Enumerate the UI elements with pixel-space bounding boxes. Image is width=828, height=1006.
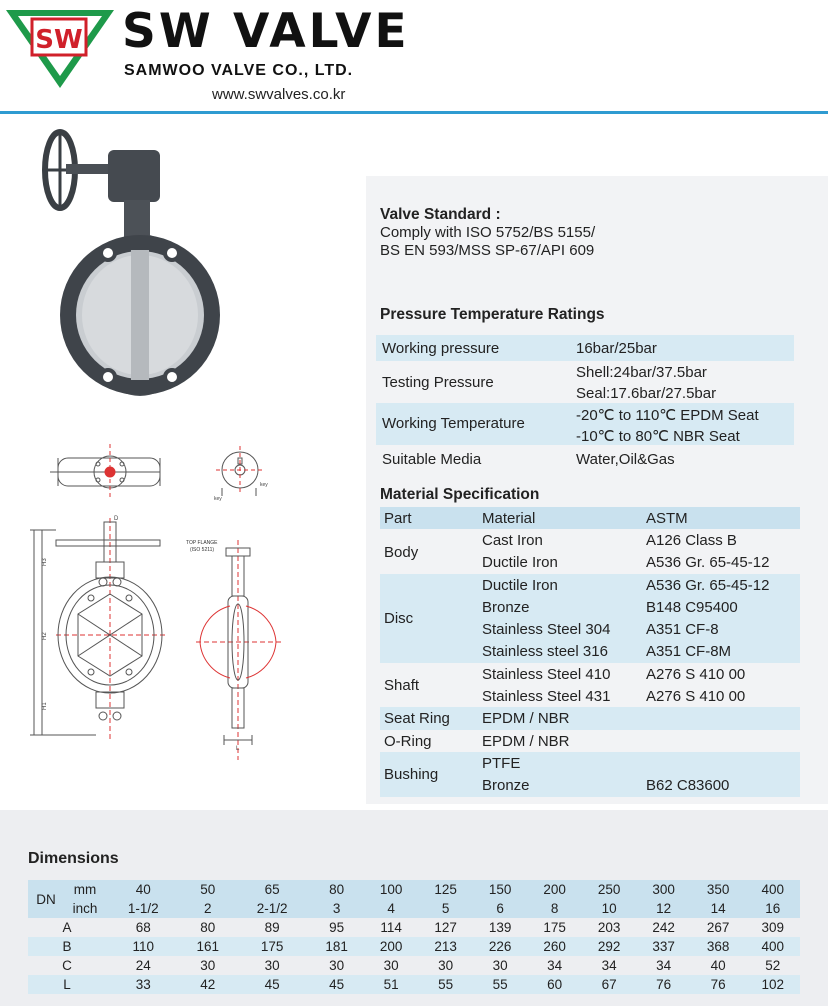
- dimensions-title: Dimensions: [28, 850, 119, 867]
- top-flange-std-label: (ISO 5211): [190, 547, 215, 553]
- material-group-band: [380, 752, 800, 797]
- material-astm: B148 C95400: [646, 599, 738, 616]
- dimension-value-cell: 213: [418, 937, 473, 956]
- material-part: Body: [384, 544, 419, 561]
- dimension-value-cell: 51: [364, 975, 419, 994]
- size-mm-cell: 300: [636, 880, 691, 899]
- dimension-value-cell: 181: [309, 937, 364, 956]
- dimension-value-cell: 30: [383, 958, 399, 973]
- key-label-2: key: [260, 482, 268, 488]
- dimension-value-cell: 45: [309, 975, 364, 994]
- pressure-value: Seal:17.6bar/27.5bar: [576, 385, 717, 402]
- material-name: Stainless Steel 410: [482, 666, 611, 683]
- dimension-value-cell: 34: [601, 958, 617, 973]
- dimension-value-cell: 30: [329, 958, 345, 973]
- pressure-value: 16bar/25bar: [576, 340, 657, 357]
- material-part: Shaft: [384, 677, 420, 694]
- valve-standard-title: Valve Standard :: [380, 206, 501, 223]
- size-inch-cell: 14: [691, 899, 746, 918]
- website-url[interactable]: www.swvalves.co.kr: [212, 86, 346, 103]
- material-astm: A536 Gr. 65-45-12: [646, 577, 770, 594]
- valve-photo: [45, 132, 220, 396]
- inch-label: inch: [64, 899, 106, 918]
- material-astm: B62 C83600: [646, 777, 730, 794]
- size-mm-cell: 80: [309, 880, 364, 899]
- valve-standard-line-1: Comply with ISO 5752/BS 5155/: [380, 224, 596, 241]
- dimension-value-cell: 226: [473, 937, 528, 956]
- dimension-label: L: [28, 975, 106, 994]
- dimension-label: C: [62, 958, 72, 973]
- size-inch-cell: 5: [418, 899, 473, 918]
- dimension-value-cell: 30: [438, 958, 454, 973]
- size-inch-cell: 4: [364, 899, 419, 918]
- dimension-value-cell: 55: [418, 975, 473, 994]
- size-mm-cell: 400: [745, 880, 800, 899]
- dim-l-label: L: [236, 746, 240, 752]
- pressure-label: Working pressure: [382, 340, 500, 357]
- dimensions-header-row: [28, 880, 800, 899]
- dimension-value-cell: 30: [264, 958, 280, 973]
- material-header-part: Part: [384, 510, 412, 527]
- material-astm: A536 Gr. 65-45-12: [646, 554, 770, 571]
- pressure-value: -10℃ to 80℃ NBR Seat: [576, 428, 740, 445]
- pressure-label: Testing Pressure: [382, 374, 494, 391]
- dn-label: DN: [28, 880, 64, 918]
- material-name: EPDM / NBR: [482, 733, 570, 750]
- dimensions-table: [28, 880, 800, 994]
- dimension-value-cell: 127: [434, 920, 457, 935]
- pressure-ratings-title: Pressure Temperature Ratings: [380, 306, 605, 323]
- company-name: SAMWOO VALVE CO., LTD.: [124, 62, 354, 79]
- dim-h3-label: H3: [42, 558, 48, 566]
- size-mm-cell: 150: [473, 880, 528, 899]
- size-inch-cell: 2-1/2: [235, 899, 309, 918]
- dimension-value-cell: 114: [380, 920, 402, 935]
- dimension-value-cell: 55: [473, 975, 528, 994]
- material-name: Ductile Iron: [482, 577, 558, 594]
- mm-label: mm: [64, 880, 106, 899]
- dim-h2-label: H2: [42, 632, 48, 640]
- dimension-label: A: [62, 920, 72, 935]
- dimension-value-cell: 34: [547, 958, 563, 973]
- size-inch-cell: 6: [473, 899, 528, 918]
- material-astm: A276 S 410 00: [646, 688, 746, 705]
- dimensions-row: [28, 956, 800, 975]
- dimension-value-cell: 242: [652, 920, 675, 935]
- material-name: Stainless Steel 431: [482, 688, 611, 705]
- size-mm-cell: 350: [691, 880, 746, 899]
- key-detail-drawing: [216, 446, 264, 496]
- dimension-value-cell: 52: [765, 958, 781, 973]
- size-inch-cell: 12: [636, 899, 691, 918]
- material-astm: A351 CF-8M: [646, 643, 732, 660]
- material-name: Stainless steel 316: [482, 643, 608, 660]
- key-label: key: [214, 496, 222, 502]
- dimensions-row: [28, 937, 800, 956]
- dimension-value-cell: 95: [329, 920, 345, 935]
- dimension-value-cell: 175: [543, 920, 566, 935]
- pressure-label: Suitable Media: [382, 451, 482, 468]
- material-name: Bronze: [482, 777, 530, 794]
- dimensions-row: [28, 975, 800, 994]
- dimension-value-cell: 161: [180, 937, 235, 956]
- material-part: Disc: [384, 610, 414, 627]
- size-mm-cell: 100: [364, 880, 419, 899]
- pressure-value: Shell:24bar/37.5bar: [576, 364, 707, 381]
- dimension-value-cell: 33: [106, 975, 180, 994]
- dimension-value-cell: 80: [200, 920, 216, 935]
- material-part: Seat Ring: [384, 710, 450, 727]
- dimension-value-cell: 309: [761, 920, 784, 935]
- material-astm: A276 S 410 00: [646, 666, 746, 683]
- size-inch-cell: 3: [309, 899, 364, 918]
- dimension-value-cell: 260: [527, 937, 582, 956]
- material-part: O-Ring: [384, 733, 432, 750]
- pressure-value: -20℃ to 110℃ EPDM Seat: [576, 407, 759, 424]
- dimension-value-cell: 42: [180, 975, 235, 994]
- dimension-value-cell: 67: [582, 975, 637, 994]
- size-mm-cell: 40: [106, 880, 180, 899]
- dimension-value-cell: 40: [710, 958, 726, 973]
- valve-standard-line-2: BS EN 593/MSS SP-67/API 609: [380, 242, 595, 259]
- dimensions-row: [28, 918, 800, 937]
- material-spec-title: Material Specification: [380, 486, 540, 503]
- dimension-value-cell: 30: [492, 958, 508, 973]
- dimension-value-cell: 45: [235, 975, 309, 994]
- dim-h1-label: H1: [42, 702, 48, 710]
- dimension-value-cell: 200: [364, 937, 419, 956]
- dimension-value-cell: 368: [691, 937, 746, 956]
- pressure-value: Water,Oil&Gas: [576, 451, 675, 468]
- sw-logo: [4, 6, 116, 90]
- dimension-value-cell: 175: [235, 937, 309, 956]
- dimension-value-cell: 89: [264, 920, 280, 935]
- dimension-label: B: [28, 937, 106, 956]
- material-name: Stainless Steel 304: [482, 621, 611, 638]
- side-view-drawing: [196, 540, 282, 760]
- material-name: Ductile Iron: [482, 554, 558, 571]
- dimension-value-cell: 76: [691, 975, 746, 994]
- size-inch-cell: 16: [745, 899, 800, 918]
- material-name: Bronze: [482, 599, 530, 616]
- dimension-value-cell: 139: [488, 920, 512, 935]
- size-inch-cell: 10: [582, 899, 637, 918]
- size-inch-cell: 1-1/2: [106, 899, 180, 918]
- material-header-astm: ASTM: [646, 510, 688, 527]
- dimension-value-cell: 68: [135, 920, 151, 935]
- dimension-value-cell: 102: [745, 975, 800, 994]
- material-header-band: [380, 507, 800, 529]
- front-view-drawing: [30, 518, 166, 740]
- dimension-value-cell: 110: [106, 937, 180, 956]
- dim-d-label: D: [114, 516, 119, 522]
- size-inch-cell: 8: [527, 899, 582, 918]
- dimension-value-cell: 24: [135, 958, 151, 973]
- material-part: Bushing: [384, 766, 439, 783]
- valve-drawings: [0, 120, 360, 810]
- dimension-value-cell: 60: [527, 975, 582, 994]
- material-astm: A126 Class B: [646, 532, 737, 549]
- size-mm-cell: 65: [235, 880, 309, 899]
- size-mm-cell: 200: [527, 880, 582, 899]
- brand-name: SW VALVE: [122, 4, 410, 59]
- dimension-value-cell: 30: [200, 958, 216, 973]
- dimensions-header-row: [28, 899, 800, 918]
- pressure-label: Working Temperature: [382, 415, 525, 432]
- material-astm: A351 CF-8: [646, 621, 719, 638]
- material-name: EPDM / NBR: [482, 710, 570, 727]
- size-mm-cell: 250: [582, 880, 637, 899]
- material-header-material: Material: [482, 510, 536, 527]
- page-header: [0, 0, 828, 113]
- size-mm-cell: 50: [180, 880, 235, 899]
- dimension-value-cell: 34: [656, 958, 672, 973]
- dimension-value-cell: 337: [636, 937, 691, 956]
- material-name: PTFE: [482, 755, 521, 772]
- size-inch-cell: 2: [180, 899, 235, 918]
- top-view-drawing: [50, 444, 160, 500]
- dimension-value-cell: 400: [745, 937, 800, 956]
- header-divider: [0, 111, 828, 114]
- dimension-value-cell: 203: [597, 920, 621, 935]
- dimension-value-cell: 292: [582, 937, 637, 956]
- top-flange-label: TOP FLANGE: [186, 540, 218, 546]
- dimension-value-cell: 76: [636, 975, 691, 994]
- dimension-value-cell: 267: [706, 920, 730, 935]
- logo-text: SW: [35, 25, 83, 55]
- size-mm-cell: 125: [418, 880, 473, 899]
- material-name: Cast Iron: [482, 532, 543, 549]
